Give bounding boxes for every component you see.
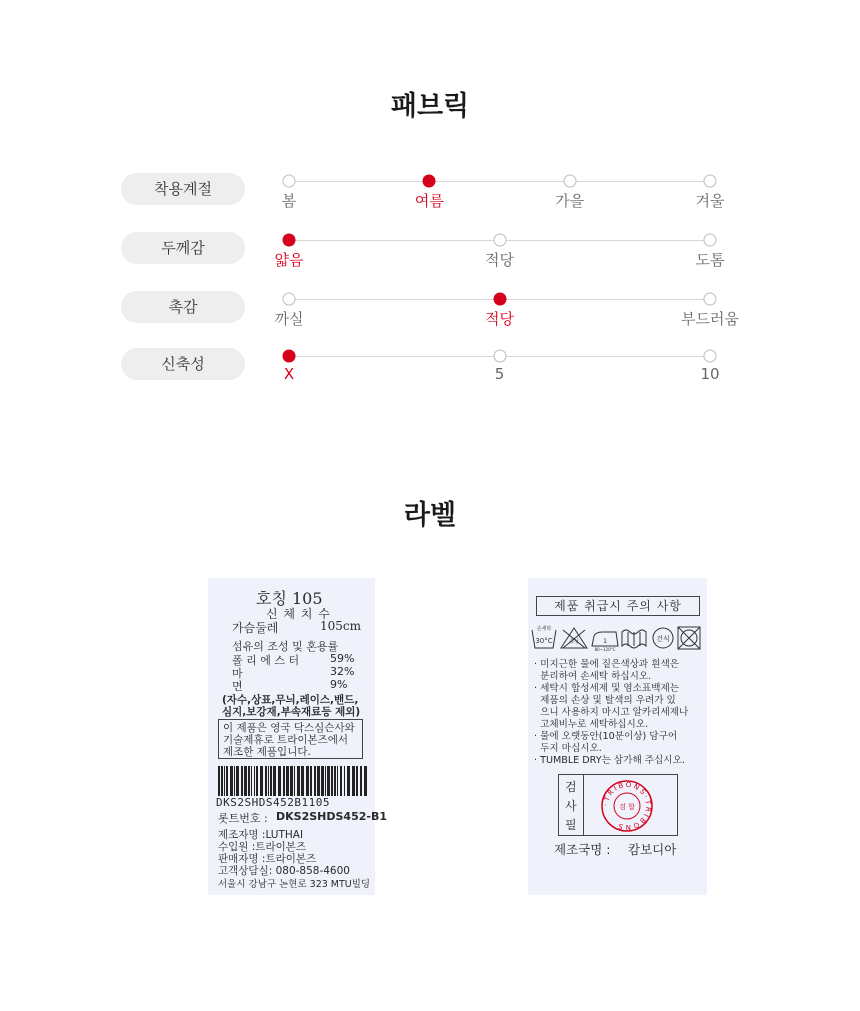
scale-point-selected xyxy=(493,293,506,306)
no-tumble-dry-icon xyxy=(678,627,700,649)
care-header: 제품 취급시 주의 사항 xyxy=(536,596,700,616)
importer-name: 수입원 :트라이본즈 xyxy=(218,841,307,853)
scale-point xyxy=(493,350,506,363)
scale-point-selected xyxy=(423,175,436,188)
scale-option-label: 겨울 xyxy=(695,192,725,210)
care-instruction-line: 으니 사용하지 마시고 알카리세제나 xyxy=(534,707,689,718)
chest-value: 105cm xyxy=(320,619,362,633)
fabric-section-title: 패브릭 xyxy=(390,91,470,122)
scale-point xyxy=(704,234,717,247)
lot-number-label: 롯트번호 : xyxy=(218,812,268,825)
exclusion-note-line1: (자수,상표,무늬,레이스,밴드, xyxy=(222,694,359,706)
material-name: 폴 리 에 스 터 xyxy=(232,654,300,667)
fabric-row xyxy=(0,291,860,331)
care-instruction-line: 제품의 손상 및 탈색의 우려가 있 xyxy=(534,695,676,706)
size-composition-tag xyxy=(208,578,387,895)
inspection-label-column xyxy=(559,775,584,835)
fabric-row xyxy=(0,348,860,388)
exclusion-note-line2: 심지,보강재,부속재료등 제외) xyxy=(222,706,361,718)
license-line3: 제조한 제품입니다. xyxy=(223,746,311,758)
scale-option-label: 여름 xyxy=(414,192,444,210)
attribute-label-pill: 신축성 xyxy=(121,348,245,380)
attribute-label-pill: 두께감 xyxy=(121,232,245,264)
scale-point xyxy=(704,175,717,188)
scale-point xyxy=(283,293,296,306)
inspection-char-3: 필 xyxy=(565,818,577,832)
maker-name: 제조자명 :LUTHAI xyxy=(218,829,304,841)
svg-text:건식: 건식 xyxy=(656,635,670,643)
composition-header: 섬유의 조성 및 혼용률 xyxy=(232,640,339,653)
care-instruction-line: 분리하여 손세탁 하십시오. xyxy=(534,671,652,682)
iron-icon xyxy=(592,632,618,652)
scale-point xyxy=(493,234,506,247)
inspection-stamp-icon xyxy=(599,778,655,834)
fabric-row xyxy=(0,232,860,272)
scale-point xyxy=(704,350,717,363)
size-designation: 호칭 105 xyxy=(256,589,323,608)
body-size-header: 신 체 치 수 xyxy=(266,607,331,621)
scale-point xyxy=(704,293,717,306)
scale-option-label: 10 xyxy=(700,365,720,383)
care-instruction-line: 고체비누로 세탁하십시오. xyxy=(534,719,649,730)
scale-option-label: 봄 xyxy=(281,192,297,210)
attribute-label-pill: 촉감 xyxy=(121,291,245,323)
hand-wash-icon xyxy=(532,625,556,648)
material-percentage: 59% xyxy=(330,652,355,665)
scale-option-label: 적당 xyxy=(485,251,514,269)
no-bleach-icon xyxy=(561,628,587,648)
country-of-origin-label: 제조국명 : xyxy=(554,842,611,857)
material-percentage: 9% xyxy=(330,678,348,691)
scale-point-selected xyxy=(283,350,296,363)
scale-point-selected xyxy=(283,234,296,247)
scale-option-label: X xyxy=(283,365,295,383)
license-box xyxy=(218,719,363,759)
care-icon-label: 1 xyxy=(603,638,607,645)
country-of-origin-value: 캄보디아 xyxy=(628,842,677,857)
care-instruction-line: · 물에 오랫동안(10분이상) 담구어 xyxy=(534,731,678,742)
care-icon-label: 30°C xyxy=(535,637,553,645)
care-instruction-tag xyxy=(528,578,707,895)
care-symbols xyxy=(530,622,706,652)
scale-option-label: 까실 xyxy=(274,310,304,328)
dry-clean-icon xyxy=(653,628,673,648)
svg-text:검 합: 검 합 xyxy=(619,803,635,811)
scale-option-label: 얇음 xyxy=(274,251,304,269)
lot-number-value: DKS2SHDS452-B1 xyxy=(276,810,387,823)
material-name: 면 xyxy=(232,680,243,693)
scale-point xyxy=(563,175,576,188)
inspection-char-2: 사 xyxy=(565,799,577,813)
attribute-label-pill: 착용계절 xyxy=(121,173,245,205)
material-name: 마 xyxy=(232,667,243,680)
care-instruction-line: 두지 마십시오. xyxy=(534,743,602,754)
scale-point xyxy=(283,175,296,188)
inspection-char-1: 검 xyxy=(565,780,577,794)
care-instruction-line: · TUMBLE DRY는 삼가해 주십시오. xyxy=(534,755,685,766)
scale-option-label: 5 xyxy=(494,365,505,383)
label-section-title: 라벨 xyxy=(403,500,457,531)
fabric-row xyxy=(0,173,860,213)
seller-name: 판매자명 :트라이본즈 xyxy=(218,853,317,865)
scale-option-label: 도톰 xyxy=(695,251,725,269)
care-icon-label: 중성 xyxy=(569,639,579,645)
license-line1: 이 제품은 영국 닥스심슨사와 xyxy=(223,722,355,734)
scale-option-label: 가을 xyxy=(555,192,585,210)
svg-text:·TRIBONS·TRIBONS: ·TRIBONS·TRIBONS xyxy=(601,780,653,832)
care-icon-label: 80~120°C xyxy=(594,647,616,652)
license-line2: 기술제휴로 트라이본즈에서 xyxy=(223,734,349,746)
material-percentage: 32% xyxy=(330,665,355,678)
barcode-image xyxy=(216,766,368,796)
customer-service-phone: 고객상담실: 080-858-4600 xyxy=(218,865,350,877)
barcode-number: DKS2SHDS452B1105 xyxy=(216,796,330,809)
scale-track xyxy=(289,181,710,182)
scale-option-label: 적당 xyxy=(485,310,514,328)
company-address: 서울시 강남구 논현로 323 MTU빌딩 xyxy=(218,879,371,890)
no-wring-icon xyxy=(622,630,646,648)
care-icon-label: 손세탁 xyxy=(536,626,552,632)
chest-label: 가슴둘레 xyxy=(232,621,279,635)
care-instruction-line: · 세탁시 합성세제 및 염소표백제는 xyxy=(534,683,679,694)
scale-option-label: 부드러움 xyxy=(681,310,739,328)
care-instruction-line: · 미지근한 물에 짙은색상과 흰색은 xyxy=(534,659,679,670)
inspection-box xyxy=(558,774,678,836)
